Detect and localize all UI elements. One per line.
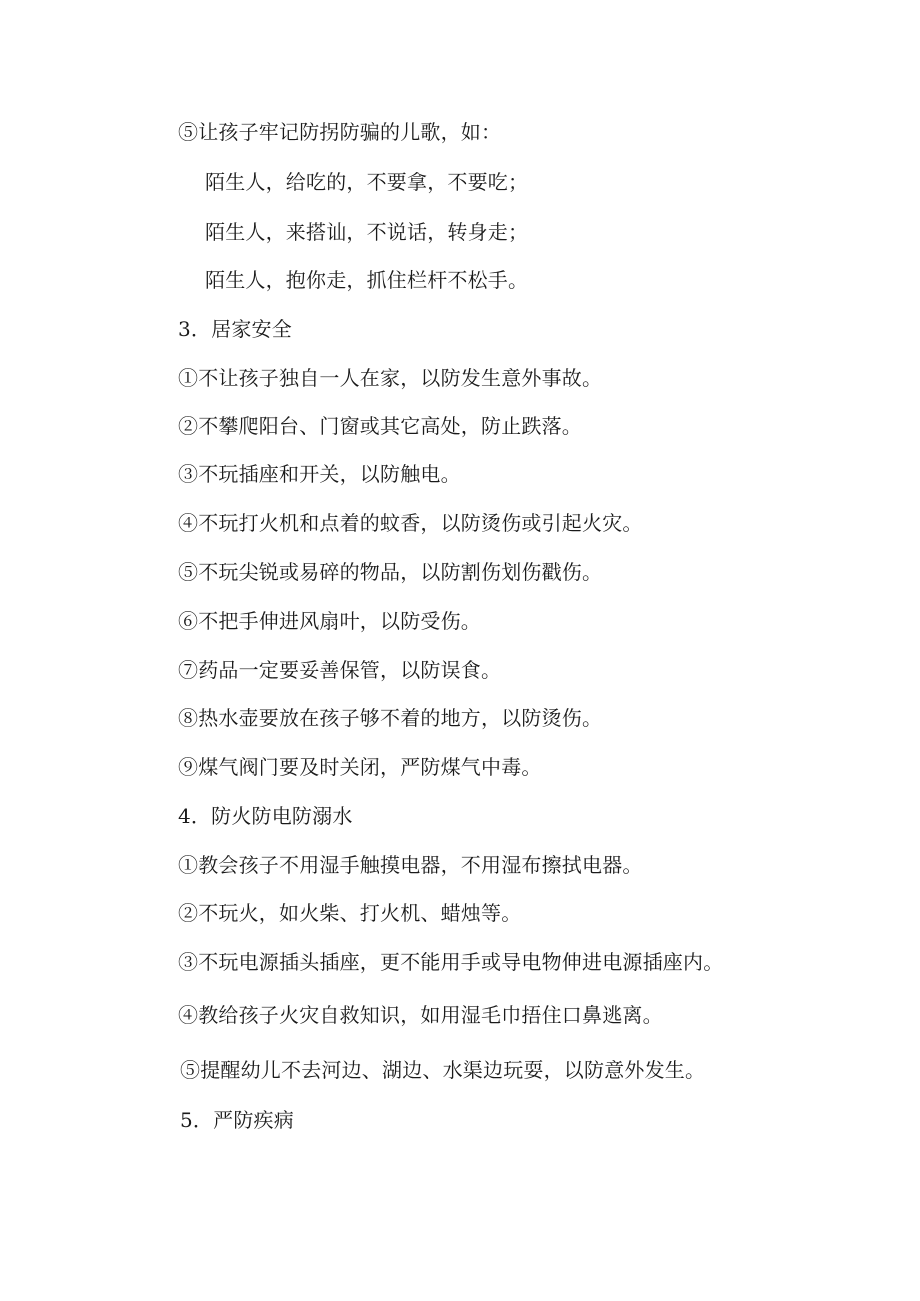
rhyme-line-3: 陌生人，抱你走，抓住栏杆不松手。 — [205, 268, 529, 292]
section-heading-home-safety: 3．居家安全 — [178, 317, 292, 341]
list-item: ①教会孩子不用湿手触摸电器，不用湿布擦拭电器。 — [178, 853, 643, 877]
list-item: ⑤提醒幼儿不去河边、湖边、水渠边玩耍，以防意外发生。 — [180, 1058, 706, 1082]
rhyme-line-2: 陌生人，来搭讪，不说话，转身走； — [205, 220, 529, 244]
list-item: ④教给孩子火灾自救知识，如用湿毛巾捂住口鼻逃离。 — [178, 1003, 663, 1027]
section-heading-fire-electric-water: 4．防火防电防溺水 — [178, 804, 353, 828]
list-item: ⑥不把手伸进风扇叶，以防受伤。 — [178, 609, 481, 633]
list-item: ⑨煤气阀门要及时关闭，严防煤气中毒。 — [178, 755, 542, 779]
list-item: ③不玩插座和开关，以防触电。 — [178, 462, 461, 486]
list-item: ④不玩打火机和点着的蚊香，以防烫伤或引起火灾。 — [178, 511, 643, 535]
list-item: ⑤不玩尖锐或易碎的物品，以防割伤划伤戳伤。 — [178, 560, 603, 584]
list-item: ⑦药品一定要妥善保管，以防误食。 — [178, 658, 502, 682]
list-item-rhyme-intro: ⑤让孩子牢记防拐防骗的儿歌，如： — [178, 120, 502, 144]
list-item: ③不玩电源插头插座，更不能用手或导电物伸进电源插座内。 — [178, 950, 724, 974]
list-item: ②不玩火，如火柴、打火机、蜡烛等。 — [178, 901, 522, 925]
list-item: ①不让孩子独自一人在家，以防发生意外事故。 — [178, 366, 603, 390]
section-heading-disease-prevention: 5．严防疾病 — [180, 1108, 294, 1132]
list-item: ⑧热水壶要放在孩子够不着的地方，以防烫伤。 — [178, 706, 603, 730]
rhyme-line-1: 陌生人，给吃的，不要拿，不要吃； — [205, 170, 529, 194]
list-item: ②不攀爬阳台、门窗或其它高处，防止跌落。 — [178, 414, 582, 438]
